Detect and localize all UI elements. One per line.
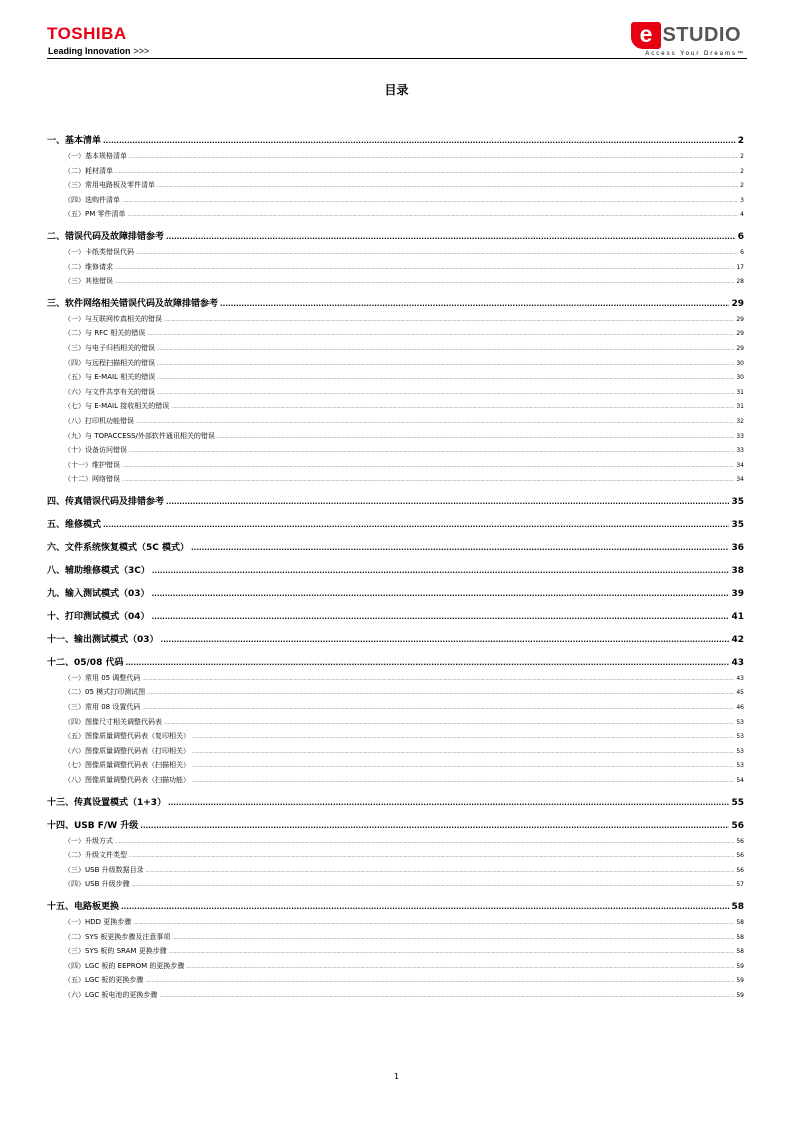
toc-leader-dots xyxy=(133,920,734,925)
toc-entry-page: 56 xyxy=(731,820,744,831)
toc-entry[interactable] xyxy=(47,795,744,813)
toc-leader-dots xyxy=(191,544,729,552)
toc-leader-dots xyxy=(171,404,734,409)
toc-leader-dots xyxy=(152,567,730,575)
toc-subentry-page: 33 xyxy=(736,447,744,455)
toc-leader-dots xyxy=(192,763,734,768)
toc-leader-dots xyxy=(192,734,734,739)
toc-entry-page: 41 xyxy=(731,611,744,622)
toc-subentry-page: 53 xyxy=(736,762,744,770)
toc-subentry-label: （七）图像质量调整代码表（扫描相关） xyxy=(64,761,190,770)
toc-leader-dots xyxy=(122,477,734,482)
toc-entry-label: 九、输入测试模式（03） xyxy=(47,588,150,599)
toc-leader-dots xyxy=(121,903,729,911)
toc-entry[interactable] xyxy=(47,517,744,535)
toc-entry-page: 42 xyxy=(731,634,744,645)
toc-entry[interactable] xyxy=(47,229,744,247)
toc-leader-dots xyxy=(115,169,738,174)
toc-subentry-label: （四）USB 升级步骤 xyxy=(64,880,130,889)
toc-subentry[interactable] xyxy=(47,990,744,1005)
toc-subentry-label: （十一）维护错误 xyxy=(64,460,120,469)
toc-section xyxy=(47,899,744,1005)
toc-subentry[interactable] xyxy=(47,401,744,416)
table-of-contents xyxy=(47,128,744,1008)
toc-section xyxy=(47,563,744,581)
toc-subentry[interactable] xyxy=(47,328,744,343)
toc-entry-page: 35 xyxy=(731,519,744,530)
toc-subentry-page: 45 xyxy=(736,689,744,697)
toc-subentry-page: 53 xyxy=(736,718,744,726)
toc-subentry[interactable] xyxy=(47,209,744,224)
toc-subentry[interactable] xyxy=(47,850,744,865)
toc-leader-dots xyxy=(125,659,729,667)
toc-subentry-page: 30 xyxy=(736,374,744,382)
toc-subentry[interactable] xyxy=(47,946,744,961)
toc-leader-dots xyxy=(140,822,729,830)
toc-subentry[interactable] xyxy=(47,932,744,947)
toc-leader-dots xyxy=(115,839,734,844)
toc-subentry-page: 33 xyxy=(736,432,744,440)
toc-subentry-label: （七）与 E-MAIL 接收相关的错误 xyxy=(64,402,170,411)
toc-leader-dots xyxy=(157,361,734,366)
toc-subentry-page: 4 xyxy=(740,211,744,219)
toc-entry-label: 一、基本清单 xyxy=(47,136,102,146)
toc-subentry[interactable] xyxy=(47,262,744,277)
toc-section xyxy=(47,586,744,604)
toc-leader-dots xyxy=(136,419,734,424)
toc-section xyxy=(47,632,744,650)
toc-subentry-page: 46 xyxy=(736,704,744,712)
toc-entry[interactable] xyxy=(47,296,744,314)
estudio-name: STUDIO xyxy=(662,24,741,46)
toc-leader-dots xyxy=(157,375,734,380)
toc-leader-dots xyxy=(115,279,734,284)
toc-subentry[interactable] xyxy=(47,775,744,790)
toc-entry[interactable] xyxy=(47,563,744,581)
toc-subentry-page: 31 xyxy=(736,403,744,411)
toc-subentry-page: 28 xyxy=(736,278,744,286)
toc-leader-dots xyxy=(152,590,730,598)
toc-leader-dots xyxy=(217,434,734,439)
toc-subentry-label: （三）USB 升级数据目录 xyxy=(64,865,144,874)
toc-subentry-label: （二）升级文件类型 xyxy=(64,851,127,860)
toc-subentry-page: 29 xyxy=(736,315,744,323)
toc-subentry[interactable] xyxy=(47,358,744,373)
toc-subentry-label: （一）常用 05 调整代码 xyxy=(64,673,141,682)
toc-section xyxy=(47,229,744,291)
toc-subentry-page: 53 xyxy=(736,733,744,741)
toc-subentry-page: 3 xyxy=(740,196,744,204)
toc-subentry-label: （二）耗材清单 xyxy=(64,166,113,175)
toc-subentry-page: 29 xyxy=(736,344,744,352)
toc-subentry-label: （十二）网络错误 xyxy=(64,475,120,484)
toc-subentry[interactable] xyxy=(47,975,744,990)
toc-leader-dots xyxy=(115,265,734,270)
toc-subentry-page: 2 xyxy=(740,182,744,190)
toc-subentry-label: （八）打印机功能错误 xyxy=(64,416,134,425)
toc-entry-page: 29 xyxy=(731,298,744,309)
toc-subentry-label: （二）与 RFC 相关的错误 xyxy=(64,329,146,338)
toc-subentry[interactable] xyxy=(47,431,744,446)
toc-subentry[interactable] xyxy=(47,746,744,761)
toc-subentry[interactable] xyxy=(47,917,744,932)
toc-leader-dots xyxy=(157,183,738,188)
toc-subentry-page: 56 xyxy=(736,852,744,860)
toc-leader-dots xyxy=(161,636,730,644)
toshiba-logo: TOSHIBA xyxy=(47,24,127,43)
toc-subentry-label: （四）与远程扫描相关的错误 xyxy=(64,358,155,367)
toc-subentry[interactable] xyxy=(47,460,744,475)
toc-leader-dots xyxy=(164,720,734,725)
toc-entry[interactable] xyxy=(47,540,744,558)
toc-entry-label: 十二、05/08 代码 xyxy=(47,657,124,668)
page-header xyxy=(47,22,747,62)
toc-subentry-label: （五）PM 零件清单 xyxy=(64,210,126,219)
toc-entry-page: 36 xyxy=(731,542,744,553)
toc-subentry-page: 54 xyxy=(736,777,744,785)
estudio-tagline: Access Your Dreams™ xyxy=(645,51,745,57)
toc-leader-dots xyxy=(192,749,734,754)
toc-section xyxy=(47,655,744,790)
toc-section xyxy=(47,540,744,558)
toc-section xyxy=(47,517,744,535)
toc-leader-dots xyxy=(172,935,734,940)
toc-subentry-page: 2 xyxy=(740,153,744,160)
tagline-text: Leading Innovation xyxy=(48,46,131,56)
toc-subentry-page: 17 xyxy=(736,263,744,271)
toc-subentry[interactable] xyxy=(47,416,744,431)
toc-entry-page: 38 xyxy=(731,565,744,576)
toc-leader-dots xyxy=(136,250,738,255)
toc-leader-dots xyxy=(128,212,739,217)
toc-leader-dots xyxy=(157,390,734,395)
toc-leader-dots xyxy=(159,993,734,998)
toc-subentry-page: 56 xyxy=(736,866,744,874)
toc-leader-dots xyxy=(166,233,736,241)
page-title: 目录 xyxy=(384,83,409,97)
toc-leader-dots xyxy=(142,705,734,710)
toc-entry-label: 十四、USB F/W 升级 xyxy=(47,820,139,831)
toc-subentry-label: （二）维修请求 xyxy=(64,262,113,271)
header-divider xyxy=(47,58,747,59)
toc-subentry-label: （六）图像质量调整代码表（打印相关） xyxy=(64,746,190,755)
toc-subentry[interactable] xyxy=(47,961,744,976)
toc-entry-page: 2 xyxy=(737,136,744,146)
page-number: 1 xyxy=(393,1072,400,1081)
toc-subentry-page: 31 xyxy=(736,388,744,396)
estudio-e-mark: e xyxy=(631,22,661,49)
toc-subentry-label: （九）与 TOPACCESS/外部软件通讯相关的错误 xyxy=(64,431,215,440)
toc-entry-page: 39 xyxy=(731,588,744,599)
toc-subentry[interactable] xyxy=(47,836,744,851)
toc-subentry-label: （五）LGC 板的更换步骤 xyxy=(64,976,144,985)
toc-subentry-page: 34 xyxy=(736,461,744,469)
toc-entry-label: 十一、输出测试模式（03） xyxy=(47,634,159,645)
toc-entry-label: 十三、传真设置模式（1+3） xyxy=(47,797,167,808)
toc-subentry-label: （三）常用 08 设置代码 xyxy=(64,703,141,712)
toc-entry-page: 43 xyxy=(731,657,744,668)
toc-subentry[interactable] xyxy=(47,865,744,880)
toc-leader-dots xyxy=(186,964,734,969)
toc-leader-dots xyxy=(147,690,734,695)
toc-entry-label: 五、维修模式 xyxy=(47,519,102,530)
toc-entry-label: 二、错误代码及故障排错参考 xyxy=(47,231,165,242)
toc-subentry-label: （一）卡纸类错误代码 xyxy=(64,247,134,256)
toc-subentry-label: （二）SYS 板更换步骤及注意事项 xyxy=(64,932,171,941)
toc-subentry[interactable] xyxy=(47,180,744,195)
toc-subentry-label: （一）与互联网传真相关的错误 xyxy=(64,314,162,323)
toc-subentry-label: （二）05 模式打印测试图 xyxy=(64,688,146,697)
toc-subentry-label: （五）图像质量调整代码表（复印相关） xyxy=(64,732,190,741)
tagline xyxy=(48,46,149,56)
toc-entry[interactable] xyxy=(47,899,744,917)
toc-subentry[interactable] xyxy=(47,166,744,181)
toc-leader-dots xyxy=(129,154,738,159)
toc-subentry-label: （六）LGC 板电池的更换步骤 xyxy=(64,990,158,999)
toc-leader-dots xyxy=(157,346,734,351)
toc-entry-label: 四、传真错误代码及排错参考 xyxy=(47,496,165,507)
toc-subentry-label: （三）常用电路板及零件清单 xyxy=(64,181,155,190)
toc-subentry-page: 56 xyxy=(736,837,744,845)
toc-subentry[interactable] xyxy=(47,760,744,775)
toc-subentry-label: （四）图像尺寸相关调整代码表 xyxy=(64,717,162,726)
toc-subentry[interactable] xyxy=(47,387,744,402)
toc-entry[interactable] xyxy=(47,133,744,151)
toc-subentry-label: （一）HDD 更换步骤 xyxy=(64,918,132,926)
toc-leader-dots xyxy=(192,778,734,783)
toc-subentry[interactable] xyxy=(47,879,744,894)
toc-entry-label: 三、软件网络相关错误代码及故障排错参考 xyxy=(47,298,219,309)
toc-subentry[interactable] xyxy=(47,151,744,166)
toc-subentry-label: （五）与 E-MAIL 相关的错误 xyxy=(64,373,156,382)
toc-leader-dots xyxy=(103,137,736,145)
toc-subentry[interactable] xyxy=(47,372,744,387)
toc-section xyxy=(47,133,744,224)
toc-subentry-page: 58 xyxy=(736,933,744,941)
toc-leader-dots xyxy=(145,978,734,983)
toc-subentry[interactable] xyxy=(47,702,744,717)
toc-subentry-page: 59 xyxy=(736,962,744,970)
toc-entry-page: 6 xyxy=(737,231,744,242)
toc-entry-page: 35 xyxy=(731,496,744,507)
toc-subentry-label: （一）升级方式 xyxy=(64,836,113,845)
toc-leader-dots xyxy=(129,448,734,453)
toc-subentry[interactable] xyxy=(47,247,744,262)
toc-entry-label: 六、文件系统恢复模式（5C 模式） xyxy=(47,542,190,553)
toc-leader-dots xyxy=(142,676,734,681)
toc-leader-dots xyxy=(147,331,734,336)
toc-subentry[interactable] xyxy=(47,731,744,746)
toc-leader-dots xyxy=(122,198,738,203)
toc-leader-dots xyxy=(169,949,735,954)
toc-subentry-label: （一）基本规格清单 xyxy=(64,152,127,160)
toc-subentry[interactable] xyxy=(47,314,744,329)
toc-entry-page: 58 xyxy=(731,902,744,912)
toc-leader-dots xyxy=(164,317,734,322)
toc-entry-page: 55 xyxy=(731,797,744,808)
toc-section xyxy=(47,609,744,627)
toc-entry-label: 八、辅助维修模式（3C） xyxy=(47,565,150,576)
toc-subentry-page: 57 xyxy=(736,881,744,889)
toc-entry[interactable] xyxy=(47,609,744,627)
toc-entry[interactable] xyxy=(47,586,744,604)
toc-subentry[interactable] xyxy=(47,717,744,732)
tagline-arrows: >>> xyxy=(133,46,150,56)
toc-subentry-label: （三）SYS 板的 SRAM 更换步骤 xyxy=(64,947,167,956)
toc-subentry-page: 58 xyxy=(736,919,744,926)
toc-entry[interactable] xyxy=(47,655,744,673)
toc-section xyxy=(47,795,744,813)
toc-subentry[interactable] xyxy=(47,276,744,291)
toc-subentry-label: （三）其他错误 xyxy=(64,277,113,286)
toc-subentry-label: （六）与文件共享有关的错误 xyxy=(64,387,155,396)
toc-section xyxy=(47,818,744,894)
toc-subentry-page: 53 xyxy=(736,747,744,755)
toc-leader-dots xyxy=(220,300,729,308)
toc-leader-dots xyxy=(166,498,729,506)
toc-leader-dots xyxy=(132,882,735,887)
toc-leader-dots xyxy=(103,521,729,529)
toc-subentry-page: 34 xyxy=(736,476,744,484)
toc-leader-dots xyxy=(152,613,730,621)
toc-subentry-label: （四）选购件清单 xyxy=(64,195,120,204)
toc-section xyxy=(47,494,744,512)
toc-subentry[interactable] xyxy=(47,474,744,489)
toc-subentry-page: 59 xyxy=(736,977,744,985)
toc-subentry-page: 2 xyxy=(740,167,744,175)
toc-entry[interactable] xyxy=(47,494,744,512)
toc-subentry-page: 6 xyxy=(740,248,744,256)
toc-subentry-page: 43 xyxy=(736,674,744,682)
toc-leader-dots xyxy=(129,853,734,858)
toc-subentry[interactable] xyxy=(47,673,744,688)
toc-subentry[interactable] xyxy=(47,687,744,702)
toc-subentry-page: 58 xyxy=(736,948,744,956)
toc-subentry-page: 59 xyxy=(736,991,744,999)
toc-entry-label: 十五、电路板更换 xyxy=(47,902,120,912)
toc-section xyxy=(47,296,744,489)
toc-entry-label: 十、打印测试模式（04） xyxy=(47,611,150,622)
toc-subentry-label: （三）与电子归档相关的错误 xyxy=(64,343,155,352)
toc-entry[interactable] xyxy=(47,818,744,836)
toc-subentry-page: 32 xyxy=(736,417,744,425)
toc-leader-dots xyxy=(168,799,729,807)
toc-subentry[interactable] xyxy=(47,445,744,460)
toc-subentry-label: （八）图像质量调整代码表（扫描功能） xyxy=(64,776,190,785)
toc-subentry-page: 30 xyxy=(736,359,744,367)
toc-subentry-page: 29 xyxy=(736,330,744,338)
toc-leader-dots xyxy=(122,463,734,468)
toc-subentry[interactable] xyxy=(47,343,744,358)
toc-subentry-label: （十）设备访问错误 xyxy=(64,446,127,455)
toc-entry[interactable] xyxy=(47,632,744,650)
toc-leader-dots xyxy=(146,868,735,873)
estudio-logo xyxy=(547,22,747,62)
toc-subentry[interactable] xyxy=(47,195,744,210)
toc-subentry-label: （四）LGC 板的 EEPROM 的更换步骤 xyxy=(64,961,185,970)
